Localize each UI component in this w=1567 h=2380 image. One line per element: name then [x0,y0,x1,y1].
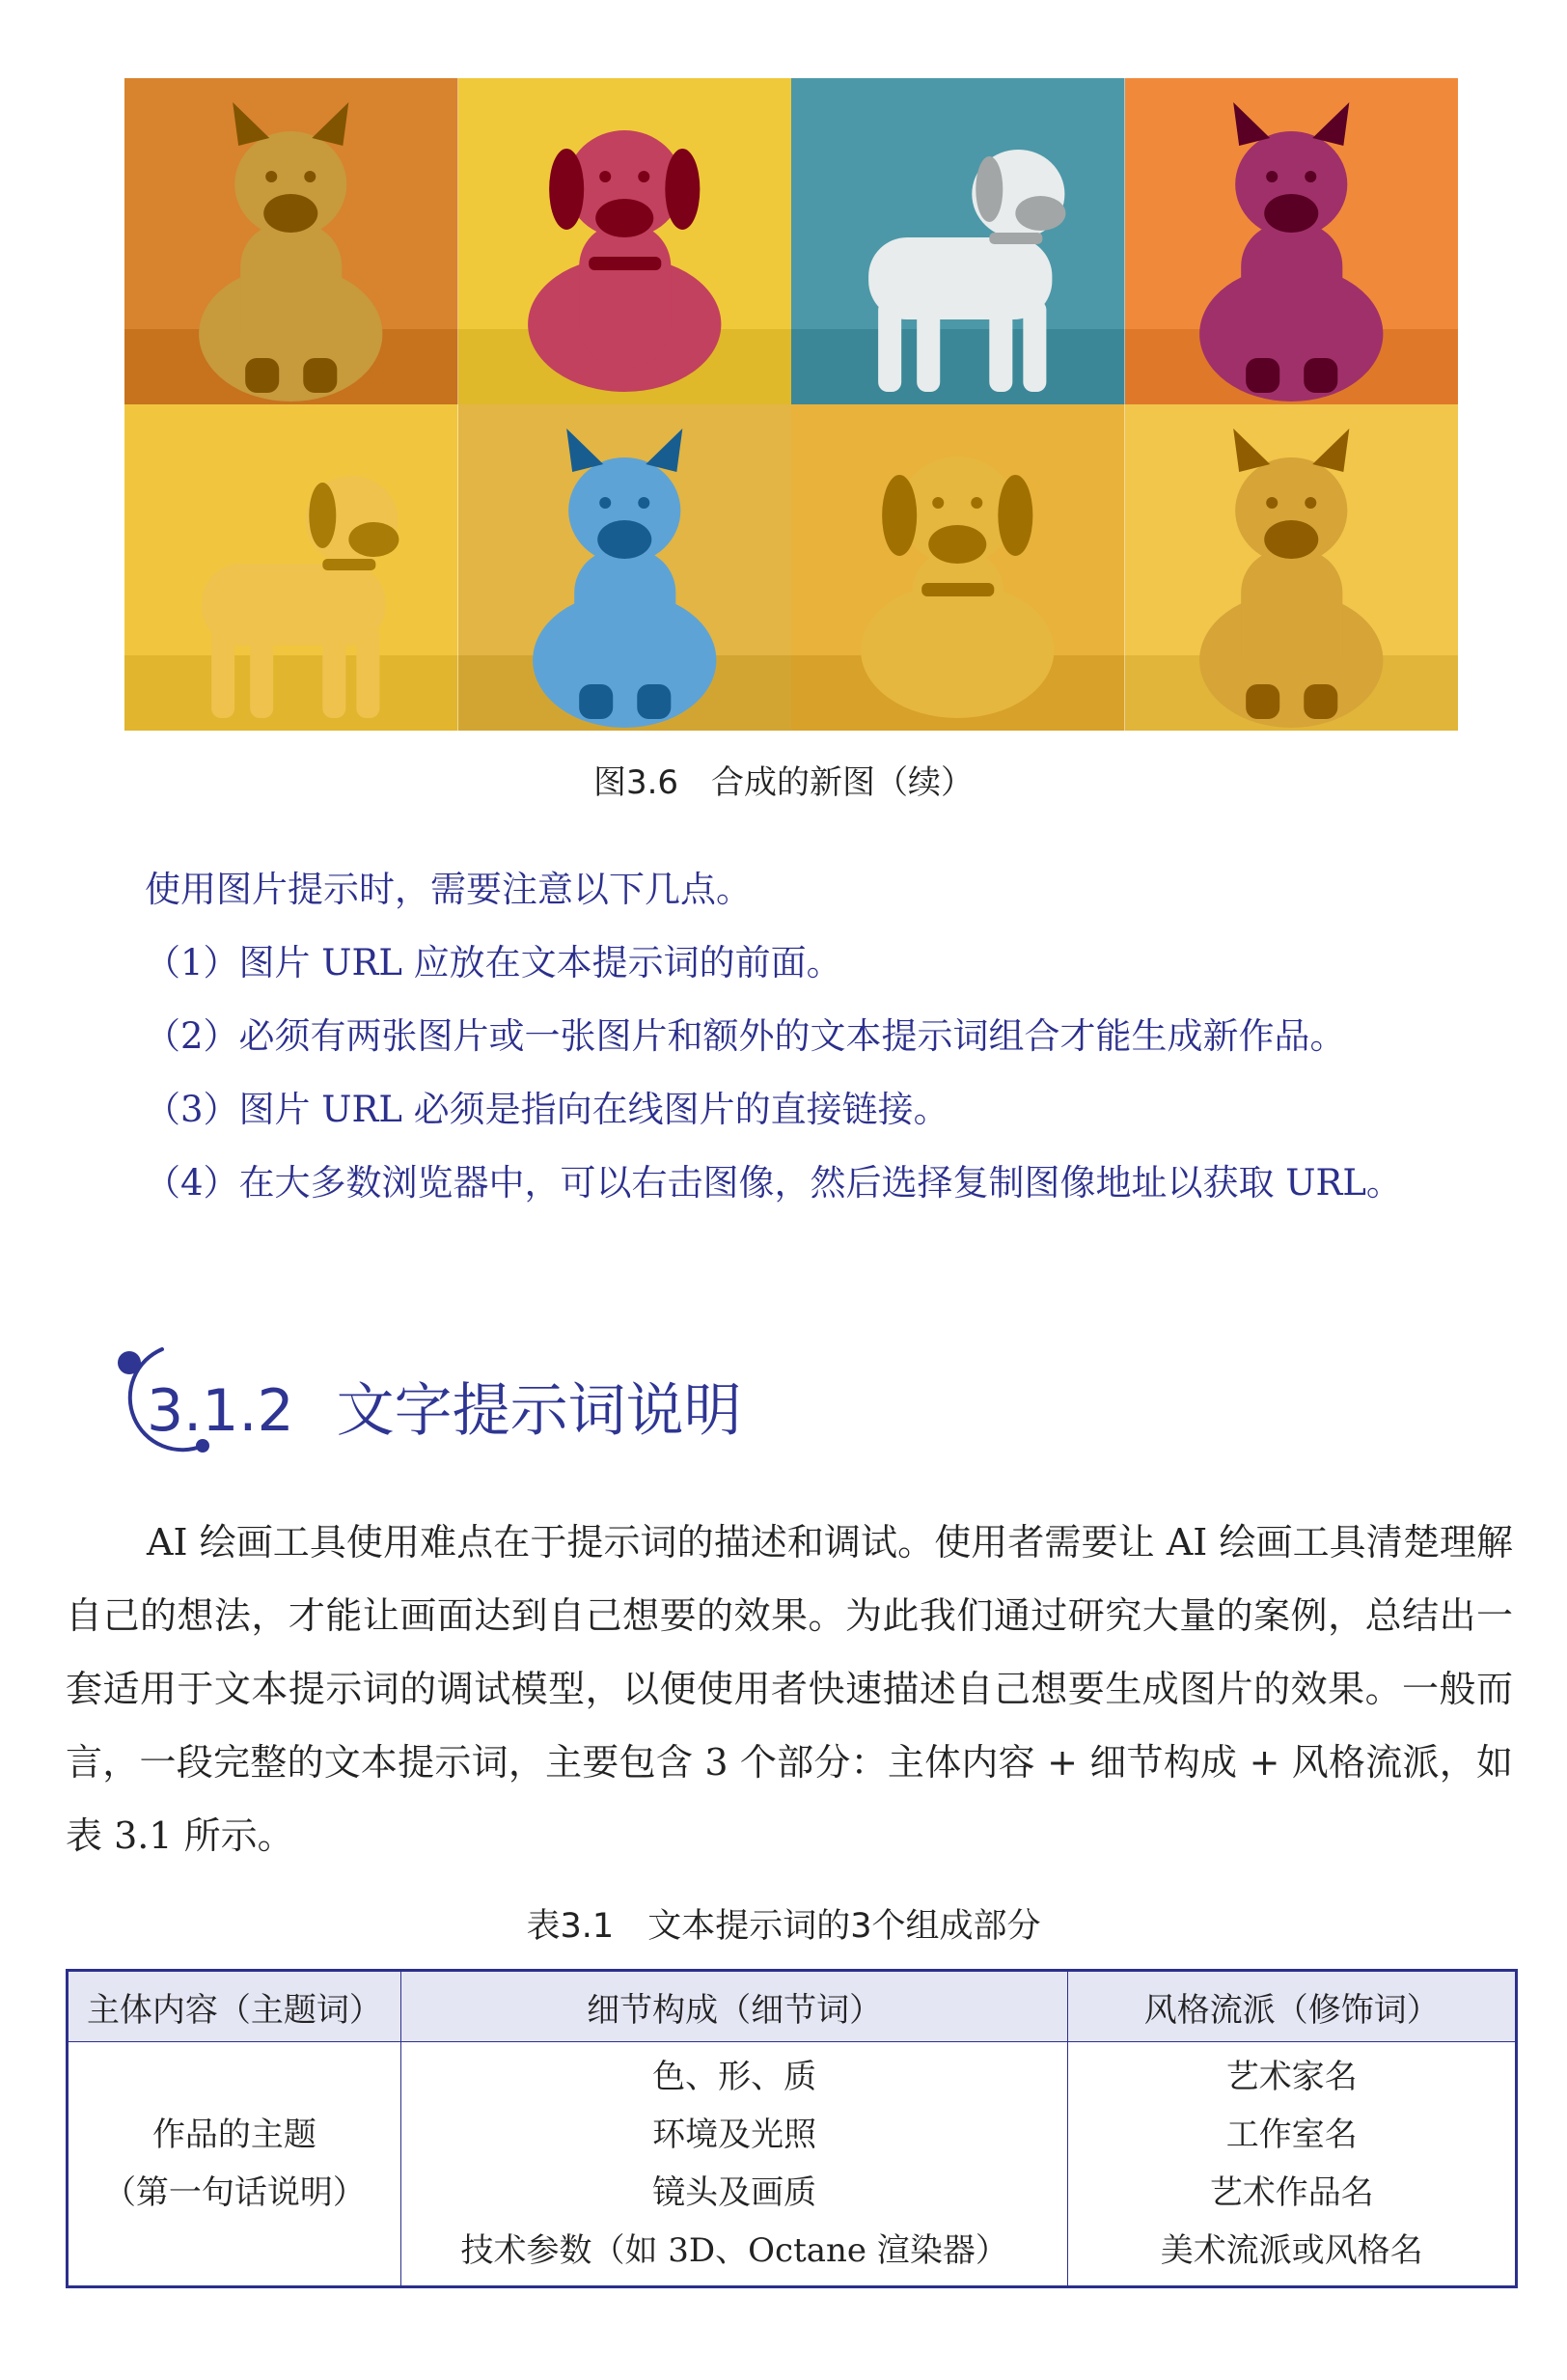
table-cell-details [400,2042,1068,2287]
dog-image-grid [124,78,1458,731]
dog-tile-blue-on-gold [458,404,792,731]
dog-illustration [124,78,458,404]
table-row [68,2042,1517,2287]
cell-line: 色、形、质 [652,2058,817,2096]
notes-intro: 使用图片提示时，需要注意以下几点。 [145,869,752,910]
table-header: 风格流派（修饰词） [1068,1971,1517,2042]
table-cell-subject [68,2042,401,2287]
cell-line: 工作室名 [1225,2116,1358,2154]
table-header: 主体内容（主题词） [68,1971,401,2042]
dog-tile-orange-geometric [124,78,458,404]
dog-illustration [1125,78,1459,404]
dog-illustration [458,78,792,404]
dog-tile-magenta-on-orange [1125,78,1459,404]
table-cell-style [1068,2042,1517,2287]
dog-illustration [124,404,458,731]
section-heading [106,1340,878,1465]
note-item-2: （2）必须有两张图片或一张图片和额外的文本提示词组合才能生成新作品。 [145,1015,1346,1057]
note-item-4: （4）在大多数浏览器中，可以右击图像，然后选择复制图像地址以获取 URL。 [145,1162,1402,1204]
cell-line: 环境及光照 [652,2116,817,2154]
section-title [147,1365,742,1448]
cell-line: 镜头及画质 [652,2173,817,2212]
cell-line: 技术参数（如 3D、Octane 渲染器） [460,2231,1008,2270]
table-header: 细节构成（细节词） [400,1971,1068,2042]
figure-caption: 图3.6 合成的新图（续） [592,763,975,802]
body-paragraph: AI 绘画工具使用难点在于提示词的描述和调试。使用者需要让 AI 绘画工具清楚理解自己的想法，才能让画面达到自己想要的效果。为此我们通过研究大量的案例，总结出一套适用于文本提示词的调试模型，以便使用者快速描述自己想要生成图片的效果。一般而言，一段完整的文本提示词，主要包含 3 个部分：主体内容 + 细节构成 + 风格流派，如表 3.1 所示。 [66,1521,1513,1857]
cell-line: 美术流派或风格名 [1160,2231,1423,2270]
table-header-row [68,1971,1517,2042]
cell-line: （第一句话说明） [102,2173,366,2212]
dog-tile-pink-on-yellow [458,78,792,404]
table-caption: 表3.1 文本提示词的3个组成部分 [526,1907,1041,1946]
dog-tile-white-on-blue [791,78,1125,404]
section-title-text: 文字提示词说明 [336,1377,742,1445]
image-prompt-notes [145,853,1534,1220]
prompt-components-table [66,1969,1518,2288]
dog-tile-gold-relief [791,404,1125,731]
dog-tile-golden-sitting [1125,404,1459,731]
cell-line: 艺术家名 [1225,2058,1358,2096]
note-item-3: （3）图片 URL 必须是指向在线图片的直接链接。 [145,1089,949,1130]
dog-illustration [791,404,1125,731]
section-number: 3.1.2 [147,1377,294,1445]
dog-illustration [1125,404,1459,731]
dog-tile-yellow-standing [124,404,458,731]
note-item-1: （1）图片 URL 应放在文本提示词的前面。 [145,942,842,983]
cell-line: 艺术作品名 [1209,2173,1374,2212]
cell-line: 作品的主题 [151,2116,316,2154]
dog-illustration [791,78,1125,404]
dog-illustration [458,404,792,731]
